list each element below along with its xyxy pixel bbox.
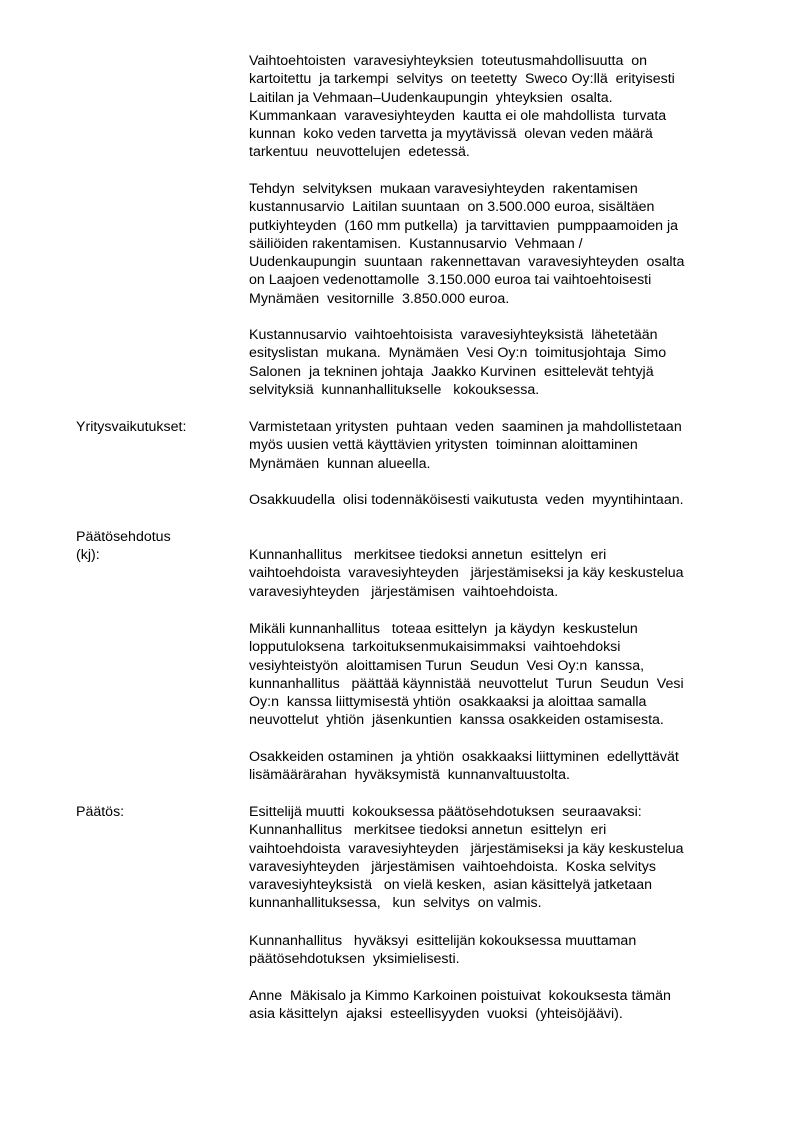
text-line: Osakkuudella olisi todennäköisesti vaikutusta veden myyntihintaan. [249, 492, 684, 508]
paragraph-presentation [249, 326, 749, 399]
text-line: Anne Mäkisalo ja Kimmo Karkoinen poistuivat kokouksesta tämän [249, 988, 671, 1004]
section-label-business-impacts: Yritysvaikutukset: [76, 419, 187, 435]
paragraph-negotiations [249, 620, 749, 730]
text-line: vaihtoehdoista varavesiyhteyden järjestämiseksi ja käy keskustelua [249, 565, 684, 582]
text-line: vesiyhteistyön aloittamisen Turun Seudun Vesi Oy:n kanssa, [249, 657, 645, 674]
text-line: neuvottelut yhtiön jäsenkuntien kanssa osakkeiden ostamisesta. [249, 712, 664, 729]
paragraph-cost-estimate [249, 180, 749, 308]
text-line: varavesiyhteyden järjestämisen vaihtoehdoista. Koska selvitys [249, 858, 656, 875]
text-line: Mynämäen kunnan alueella. [249, 455, 431, 472]
paragraph-business-impacts [249, 418, 749, 473]
text-line: Tehdyn selvityksen mukaan varavesiyhteyden rakentamisen [249, 181, 638, 197]
text-line: kustannusarvio Laitilan suuntaan on 3.500.000 euroa, sisältäen [249, 199, 655, 216]
text-line: Mikäli kunnanhallitus toteaa esittelyn ja käydyn keskustelun [249, 621, 638, 637]
text-line: päätösehdotuksen yksimielisesti. [249, 951, 460, 968]
text-line: Kunnanhallitus merkitsee tiedoksi annetun esittelyn eri [249, 547, 607, 563]
text-line: varavesiyhteyden järjestämisen vaihtoehdoista. [249, 583, 559, 600]
text-line: kunnan koko veden tarvetta ja myytävissä olevan veden määrä [249, 126, 653, 143]
text-line: putkiyhteyden (160 mm putkella) ja tarvittavien pumppaamoiden ja [249, 217, 679, 234]
text-line: kartoitettu ja tarkempi selvitys on teetetty Sweco Oy:llä erityisesti [249, 71, 675, 88]
paragraph-share-purchase [249, 748, 749, 785]
section-label-proposal-kj: (kj): [76, 547, 100, 563]
text-line: lisämäärärahan hyväksymistä kunnanvaltuustolta. [249, 767, 570, 784]
paragraph-decision [249, 803, 749, 913]
text-line: selvityksiä kunnanhallitukselle kokouksessa. [249, 381, 540, 398]
text-line: Kunnanhallitus hyväksyi esittelijän kokouksessa muuttaman [249, 933, 637, 949]
text-line: vaihtoehdoista varavesiyhteyden järjestämiseksi ja käy keskustelua [249, 840, 684, 857]
text-line: Kustannusarvio vaihtoehtoisista varavesiyhteyksistä lähetetään [249, 327, 658, 343]
text-line: Kunnanhallitus merkitsee tiedoksi annetun esittelyn eri [249, 822, 607, 839]
text-line: kunnanhallituksessa, kun selvitys on valmis. [249, 895, 542, 912]
text-line: kunnanhallitus päättää käynnistää neuvottelut Turun Seudun Vesi [249, 675, 684, 692]
paragraph-disqualification [249, 987, 749, 1024]
text-line: Laitilan ja Vehmaan–Uudenkaupungin yhteyksien osalta. [249, 89, 613, 106]
text-line: esityslistan mukana. Mynämäen Vesi Oy:n toimitusjohtaja Simo [249, 345, 667, 362]
text-line: Varmistetaan yritysten puhtaan veden saaminen ja mahdollistetaan [249, 419, 682, 435]
text-line: Esittelijä muutti kokouksessa päätösehdotuksen seuraavaksi: [249, 804, 642, 820]
section-label-proposal: Päätösehdotus [76, 529, 171, 545]
text-line: tarkentuu neuvottelujen edetessä. [249, 144, 470, 161]
text-line: Osakkeiden ostaminen ja yhtiön osakkaaksi liittyminen edellyttävät [249, 749, 679, 765]
paragraph-proposal [249, 546, 749, 601]
text-line: lopputuloksena tarkoituksenmukaisimmaksi vaihtoehdoksi [249, 639, 621, 656]
text-line: Mynämäen vesitornille 3.850.000 euroa. [249, 290, 510, 307]
text-line: Uudenkaupungin suuntaan rakennettavan varavesiyhteyden osalta [249, 254, 685, 271]
text-line: Salonen ja tekninen johtaja Jaakko Kurvinen esittelevät tehtyjä [249, 363, 654, 380]
text-line: varavesiyhteyksistä on vielä kesken, asian käsittelyä jatketaan [249, 877, 652, 894]
paragraph-ownership-effect [249, 491, 749, 509]
text-line: Kummankaan varavesiyhteyden kautta ei ole mahdollista turvata [249, 107, 667, 124]
text-line: Vaihtoehtoisten varavesiyhteyksien toteutusmahdollisuutta on [249, 53, 648, 69]
paragraph-approval [249, 932, 749, 969]
section-label-decision: Päätös: [76, 804, 125, 820]
text-line: myös uusien vettä käyttävien yritysten toiminnan aloittaminen [249, 437, 638, 454]
text-line: asia käsittelyn ajaksi esteellisyyden vuoksi (yhteisöjäävi). [249, 1006, 623, 1023]
paragraph-alternatives-survey [249, 52, 749, 162]
text-line: Oy:n kanssa liittymisestä yhtiön osakkaaksi ja aloittaa samalla [249, 694, 647, 711]
text-line: on Laajoen vedenottamolle 3.150.000 euroa tai vaihtoehtoisesti [249, 272, 652, 289]
text-line: säiliöiden rakentamisen. Kustannusarvio Vehmaan / [249, 235, 583, 252]
